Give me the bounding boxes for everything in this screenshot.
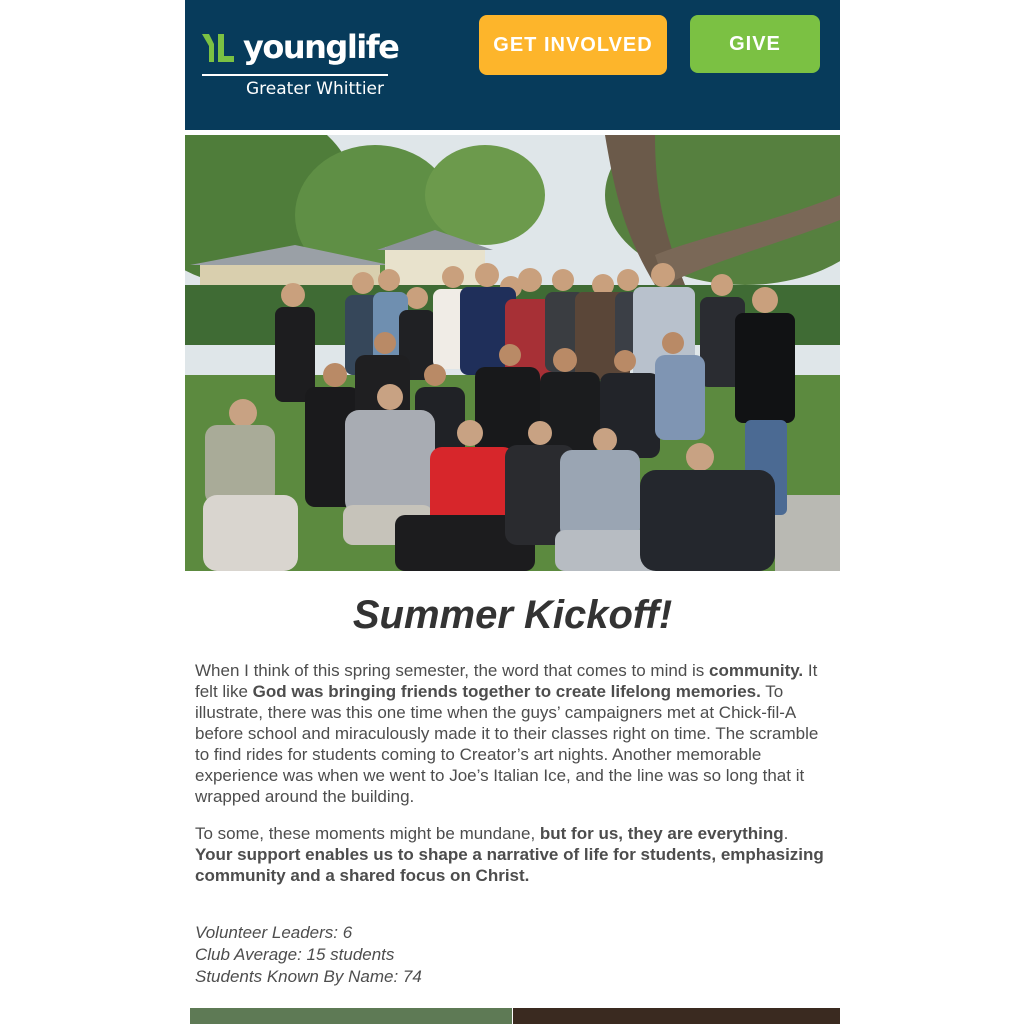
paragraph-1-text: When I think of this spring semester, the word that comes to mind is [195, 661, 710, 680]
younglife-logo[interactable] [201, 28, 399, 100]
younglife-mark-icon [201, 32, 235, 64]
ministry-stats [195, 922, 830, 988]
logo-divider [202, 74, 388, 76]
logo-wordmark: younglife [243, 28, 399, 66]
paragraph-1-highlight: God was bringing friends together to create lifelong memories. [252, 682, 761, 701]
bottom-photo-right [513, 1008, 840, 1024]
article-title: Summer Kickoff! [352, 593, 673, 637]
logo-subtitle: Greater Whittier [246, 79, 384, 99]
paragraph-2-highlight: but for us, they are everything [539, 824, 784, 843]
stat-volunteer-leaders: Volunteer Leaders: 6 [195, 923, 353, 942]
give-button[interactable]: GIVE [690, 15, 820, 73]
get-involved-button[interactable]: GET INVOLVED [479, 15, 667, 75]
bottom-photo-left [190, 1008, 512, 1024]
header [185, 0, 840, 130]
paragraph-2-highlight: Your support enables us to shape a narrative of life for students, emphasizing community and a shared focus on Christ. [195, 845, 824, 885]
article-paragraph-1 [195, 660, 830, 807]
newsletter-email [185, 0, 840, 1024]
paragraph-1-text: To illustrate, there was this one time when the guys’ campaigners met at Chick-fil-A before school and miraculously made it to their classes right on time. The scramble to find rides for students coming to Creator’s art nights. Another memorable experience was when we went to Joe’s Italian Ice, and the line was so long that it wrapped around the building. [195, 682, 819, 806]
stat-students-known: Students Known By Name: 74 [195, 967, 422, 986]
paragraph-1-text: It felt like [195, 661, 818, 701]
paragraph-1-highlight: community. [709, 661, 804, 680]
article-paragraph-2 [195, 823, 830, 886]
group-photo [185, 135, 840, 571]
stat-club-average: Club Average: 15 students [195, 945, 395, 964]
paragraph-2-text: . [783, 824, 789, 843]
paragraph-2-text: To some, these moments might be mundane, [195, 824, 540, 843]
group-photo-illustration [185, 135, 840, 571]
